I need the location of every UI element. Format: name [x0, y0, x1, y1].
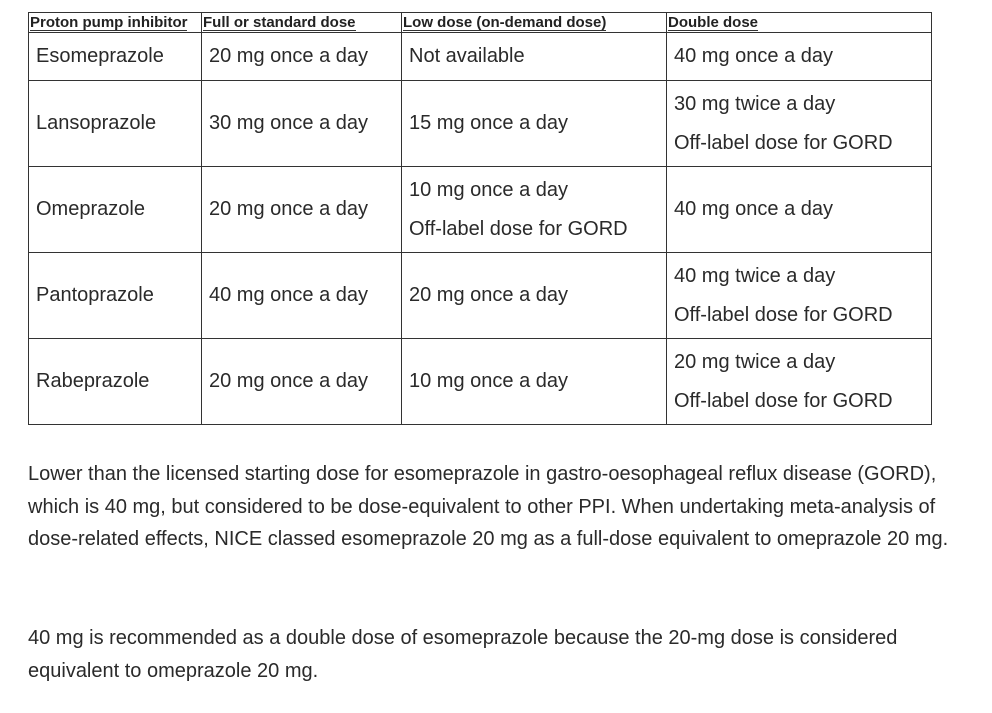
cell-double-dose [667, 167, 932, 253]
footnote-esomeprazole-double-dose: 40 mg is recommended as a double dose of esomeprazole because the 20-mg dose is considered equivalent to omeprazole 20 mg. [28, 627, 898, 682]
cell-line: 40 mg once a day [674, 198, 833, 220]
cell-double-dose [667, 81, 932, 167]
cell-low-dose [402, 81, 667, 167]
table-row [29, 81, 932, 167]
cell-low-dose [402, 253, 667, 339]
ppi-dose-table [28, 12, 932, 425]
cell-line: Off-label dose for GORD [409, 217, 628, 240]
cell-line: 10 mg once a day [409, 370, 568, 392]
header-double-dose-label: Double dose [668, 14, 759, 31]
cell-line: 10 mg once a day [409, 178, 568, 201]
header-low-dose-label: Low dose (on-demand dose) [403, 14, 607, 31]
header-full-dose [202, 13, 402, 33]
header-full-dose-label: Full or standard dose [203, 14, 356, 31]
cell-full-dose: 20 mg once a day [202, 167, 402, 253]
table-row [29, 33, 932, 81]
header-low-dose [402, 13, 667, 33]
cell-low-dose [402, 167, 667, 253]
cell-double-dose [667, 253, 932, 339]
table-row [29, 253, 932, 339]
cell-line: Not available [409, 45, 525, 67]
header-double-dose [667, 13, 932, 33]
cell-line: 15 mg once a day [409, 112, 568, 134]
cell-line: 40 mg twice a day [674, 264, 836, 287]
cell-drug: Lansoprazole [29, 81, 202, 167]
cell-line: 20 mg once a day [409, 284, 568, 306]
cell-line: Off-label dose for GORD [674, 303, 893, 326]
dose-table-wrapper [28, 12, 932, 425]
cell-full-dose: 20 mg once a day [202, 339, 402, 425]
cell-double-dose [667, 339, 932, 425]
cell-line: Off-label dose for GORD [674, 389, 893, 412]
cell-double-dose [667, 33, 932, 81]
cell-full-dose: 20 mg once a day [202, 33, 402, 81]
cell-line: 20 mg twice a day [674, 350, 836, 373]
table-row [29, 167, 932, 253]
cell-drug: Esomeprazole [29, 33, 202, 81]
cell-full-dose: 30 mg once a day [202, 81, 402, 167]
footnote-esomeprazole-licensed-dose: Lower than the licensed starting dose for esomeprazole in gastro-oesophageal reflux disease (GORD), which is 40 mg, but considered to be dose-equivalent to other PPI. When undertaking meta-analysis of dose-related effects, NICE classed esomeprazole 20 mg as a full-dose equivalent to omeprazole 20 mg. [28, 463, 949, 550]
cell-full-dose: 40 mg once a day [202, 253, 402, 339]
cell-drug: Pantoprazole [29, 253, 202, 339]
table-header-row [29, 13, 932, 33]
cell-low-dose [402, 339, 667, 425]
cell-low-dose [402, 33, 667, 81]
cell-drug: Omeprazole [29, 167, 202, 253]
table-row [29, 339, 932, 425]
cell-line: 40 mg once a day [674, 45, 833, 67]
cell-drug: Rabeprazole [29, 339, 202, 425]
cell-line: Off-label dose for GORD [674, 131, 893, 154]
cell-line: 30 mg twice a day [674, 92, 836, 115]
header-drug-label: Proton pump inhibitor [30, 14, 188, 31]
header-drug [29, 13, 202, 33]
